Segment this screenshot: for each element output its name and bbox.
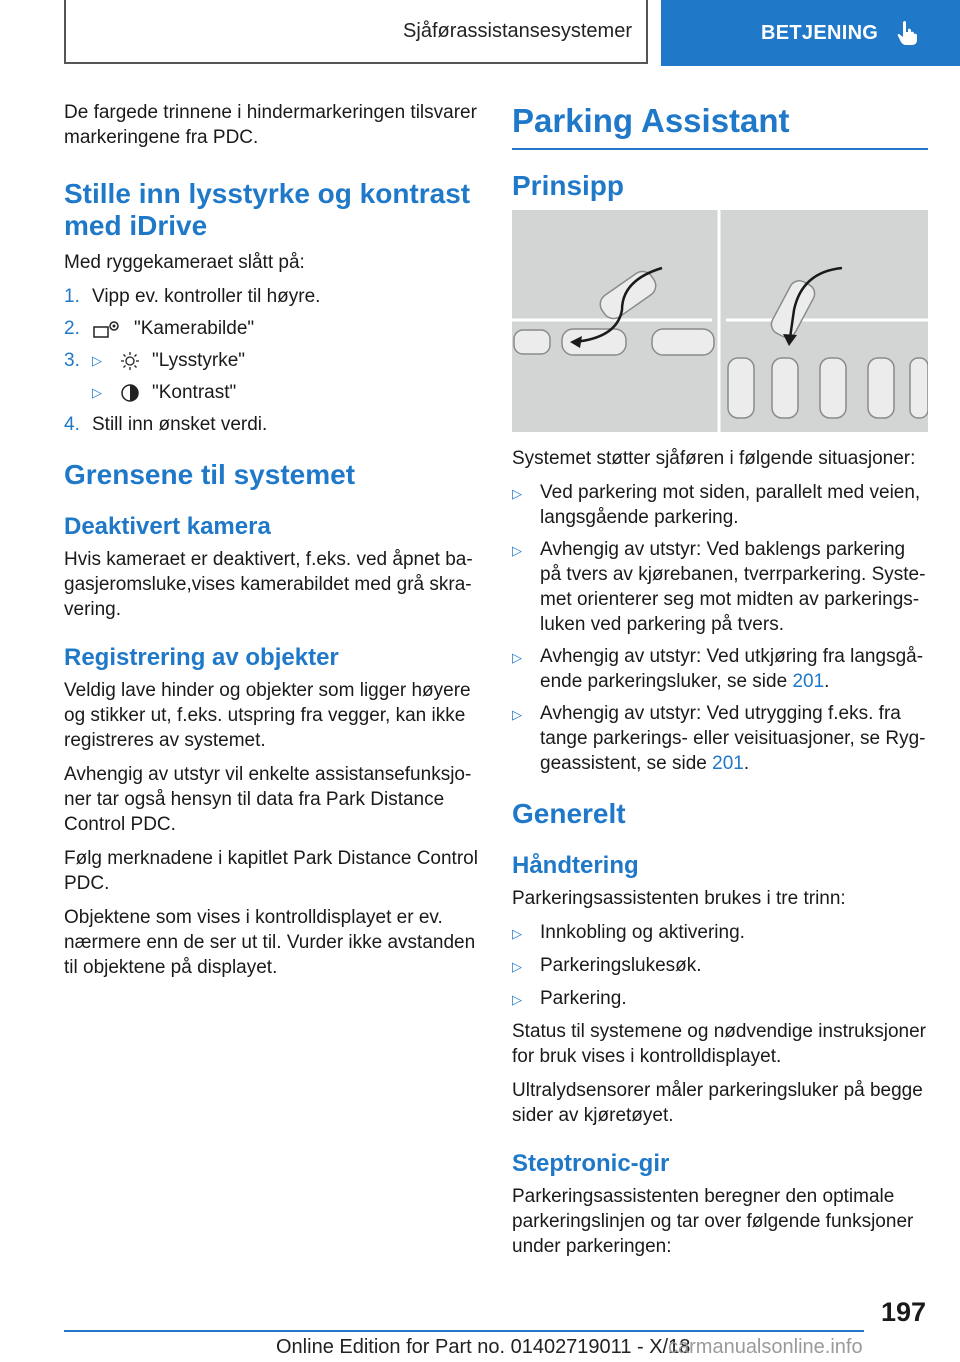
triangle-bullet-icon: ▷ — [512, 707, 522, 722]
triangle-bullet-icon: ▷ — [512, 543, 522, 558]
triangle-bullet-icon: ▷ — [512, 959, 522, 974]
triangle-bullet-icon: ▷ — [512, 486, 522, 501]
bullet-text: Avhengig av utstyr: Ved utrygging f.eks. fra tange parkerings- eller veisituasjoner, se Ryggeassistent, se side — [540, 703, 926, 774]
subheading-steptronic: Steptronic-gir — [512, 1150, 670, 1177]
header-section-title: Sjåførassistansesystemer — [403, 19, 632, 42]
object-detection-p4: Objektene som vises i kontrolldisplayet er ev. nærmere enn de ser ut til. Vurder ikke avstanden til objektene på displayet. — [64, 907, 476, 978]
brightness-icon — [120, 351, 140, 371]
footer-watermark: carmanualsonline.info — [668, 1336, 863, 1358]
subheading-operation: Håndtering — [512, 852, 639, 879]
step-3-sub — [92, 380, 480, 405]
principle-bullet — [512, 701, 928, 776]
contrast-icon — [120, 383, 140, 403]
header-section-tab — [64, 0, 648, 64]
page-number: 197 — [880, 1297, 926, 1327]
principle-bullet — [512, 537, 928, 637]
sensor-paragraph: Ultralydsensorer måler parkeringsluker på begge sider av kjøretøyet. — [512, 1080, 923, 1126]
triangle-bullet-icon: ▷ — [92, 353, 102, 368]
triangle-bullet-icon: ▷ — [92, 385, 102, 400]
parking-diagram — [512, 210, 928, 432]
footer-divider — [64, 1330, 864, 1332]
step-text: "Kamerabilde" — [134, 318, 255, 339]
step-text: "Kontrast" — [152, 382, 237, 403]
bullet-text: Avhengig av utstyr: Ved utkjøring fra langsgående parkeringsluker, se side — [540, 646, 924, 692]
steptronic-text: Parkeringsassistenten beregner den optimale parkeringslinjen og tar over følgende funksjoner under parkeringen: — [512, 1186, 914, 1257]
lead-paragraph: Med ryggekameraet slått på: — [64, 252, 305, 273]
bullet-text: Avhengig av utstyr: Ved baklengs parkering på tvers av kjørebanen, tverrparkering. Systemet orienterer seg mot midten av parkeringsluken ved parkering på tvers. — [540, 539, 926, 635]
operation-step — [512, 986, 928, 1012]
principle-lead: Systemet støtter sjåføren i følgende situasjoner: — [512, 448, 916, 469]
chapter-title: BETJENING — [761, 21, 879, 44]
triangle-bullet-icon: ▷ — [512, 992, 522, 1007]
object-detection-p1: Veldig lave hinder og objekter som ligger høyere og stikker ut, f.eks. utspring fra vegger, kan ikke registreres av systemet. — [64, 680, 471, 751]
triangle-bullet-icon: ▷ — [512, 650, 522, 665]
footer-edition: Online Edition for Part no. 01402719011 - X/18 — [276, 1336, 691, 1358]
chapter-badge — [661, 0, 960, 66]
step-text: Vipp ev. kontroller til høyre. — [92, 286, 321, 307]
operation-step — [512, 920, 928, 946]
page-title: Parking Assistant — [512, 100, 928, 150]
step-number: 1. — [64, 286, 80, 307]
triangle-bullet-icon: ▷ — [512, 926, 522, 941]
right-column — [512, 100, 928, 1268]
heading-brightness-contrast: Stille inn lysstyrke og kontrast med iDrive — [64, 178, 471, 241]
bullet-text: Ved parkering mot siden, parallelt med veien, langsgående parkering. — [540, 482, 921, 528]
intro-paragraph: De fargede trinnene i hindermarkeringen tilsvarer markeringene fra PDC. — [64, 102, 477, 148]
operation-step — [512, 953, 928, 979]
object-detection-p2: Avhengig av utstyr vil enkelte assistansefunksjoner tar også hensyn til data fra Park Distance Control PDC. — [64, 764, 472, 835]
principle-bullet — [512, 480, 928, 530]
heading-system-limits: Grensene til systemet — [64, 459, 356, 490]
bullet-suffix: . — [824, 671, 830, 692]
camera-settings-icon — [92, 319, 122, 339]
step-text: Still inn ønsket verdi. — [92, 414, 268, 435]
step-number: 4. — [64, 414, 80, 435]
principle-bullet — [512, 644, 928, 694]
step-4 — [64, 412, 480, 437]
heading-general: Generelt — [512, 798, 626, 829]
step-1 — [64, 284, 480, 309]
camera-deactivated-text: Hvis kameraet er deaktivert, f.eks. ved åpnet bagasjeromsluke,vises kamerabildet med grå skravering. — [64, 549, 473, 620]
bullet-suffix: . — [743, 753, 750, 774]
step-number: 3. — [64, 350, 80, 371]
operation-lead: Parkeringsassistenten brukes i tre trinn: — [512, 888, 846, 909]
page-link[interactable]: 201 — [712, 753, 744, 774]
status-paragraph: Status til systemene og nødvendige instruksjoner for bruk vises i kontrolldisplayet. — [512, 1021, 926, 1067]
operation-step-text: Parkering. — [540, 988, 627, 1009]
step-number: 2. — [64, 318, 80, 339]
left-column — [64, 100, 480, 989]
step-text: "Lysstyrke" — [152, 350, 246, 371]
subheading-camera-deactivated: Deaktivert kamera — [64, 513, 271, 540]
step-3 — [64, 348, 480, 373]
heading-principle: Prinsipp — [512, 170, 625, 201]
page-link[interactable]: 201 — [792, 671, 825, 692]
step-2 — [64, 316, 480, 341]
hand-pointer-icon — [896, 20, 918, 46]
subheading-object-detection: Registrering av objekter — [64, 644, 339, 671]
parking-illustration — [512, 210, 928, 432]
object-detection-p3: Følg merknadene i kapitlet Park Distance Control PDC. — [64, 848, 478, 894]
operation-step-text: Parkeringslukesøk. — [540, 955, 702, 976]
operation-step-text: Innkobling og aktivering. — [540, 922, 745, 943]
